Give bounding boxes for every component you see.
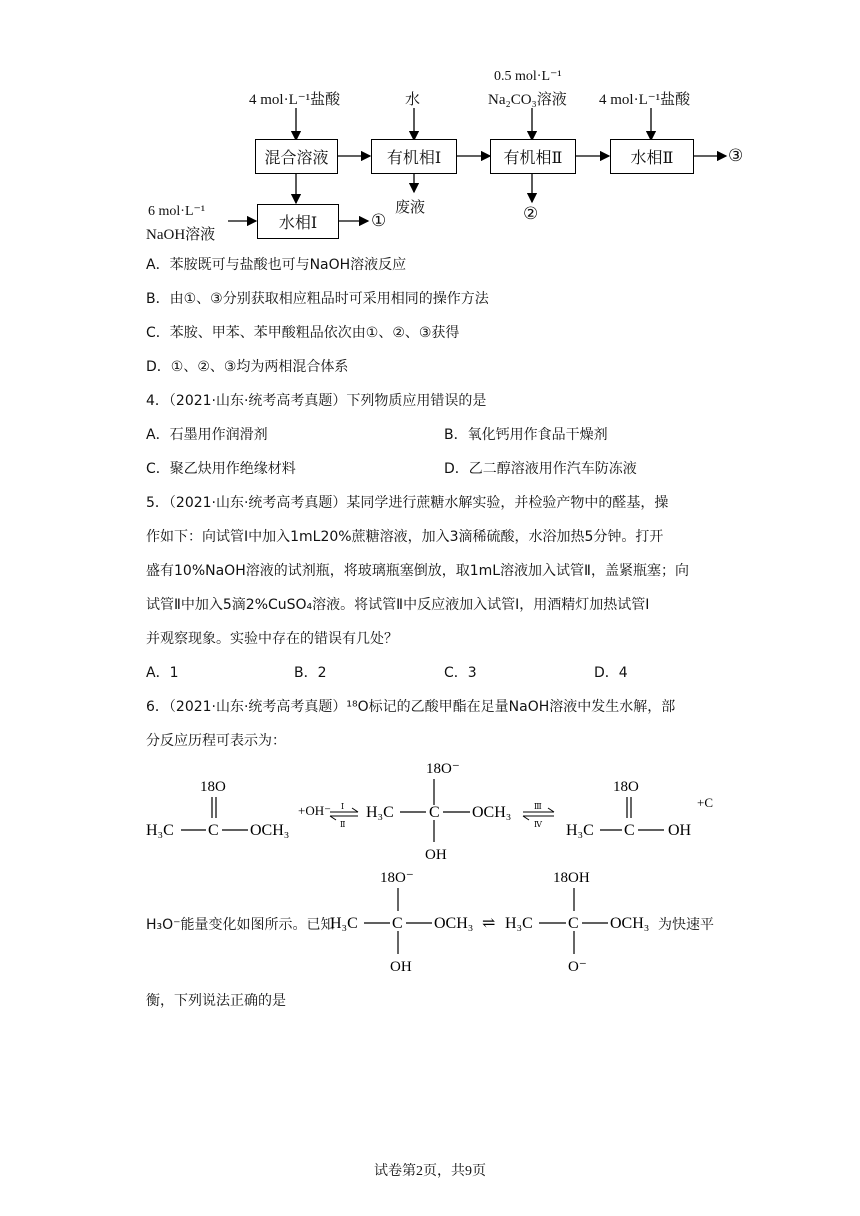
q5-option-a: A．1 xyxy=(146,665,179,681)
q5-line-3: 盛有10%NaOH溶液的试剂瓶，将玻璃瓶塞倒放，取1mL溶液加入试管Ⅱ，盖紧瓶塞；向 xyxy=(146,563,689,579)
q3-option-d: D．①、②、③均为两相混合体系 xyxy=(146,359,349,375)
box-organic-phase-2: 有机相Ⅱ xyxy=(490,139,576,174)
mol1-och3: OCH₃ xyxy=(250,822,290,839)
mol3-c: C xyxy=(624,822,635,839)
box-aqueous-phase-2: 水相Ⅱ xyxy=(610,139,694,174)
q5-option-c: C．3 xyxy=(444,665,477,681)
reagent-water: 水 xyxy=(405,92,421,108)
q3-option-a: A．苯胺既可与盐酸也可与NaOH溶液反应 xyxy=(146,257,407,273)
acetic-acid-structure xyxy=(566,779,692,839)
mol5-o18h: 18OH xyxy=(553,870,590,886)
mol4-o18-minus: 18O⁻ xyxy=(380,870,414,886)
tetrahedral-intermediate-structure xyxy=(366,761,511,863)
reagent-hcl-1: 4 mol·L⁻¹盐酸 xyxy=(249,92,341,108)
mol1-c: C xyxy=(208,822,219,839)
mol4-oh: OH xyxy=(390,959,412,975)
reagent-naoh-conc: 6 mol·L⁻¹ xyxy=(148,204,206,219)
intermediate-b-structure xyxy=(505,870,649,975)
reagent-hcl-2: 4 mol·L⁻¹盐酸 xyxy=(599,92,691,108)
q3-option-b: B．由①、③分别获取相应粗品时可采用相同的操作方法 xyxy=(146,291,489,307)
fast-equilibrium-text: 为快速平 xyxy=(658,917,714,933)
arrow2-label-bot: Ⅳ xyxy=(534,820,542,829)
q4-option-c: C．聚乙炔用作绝缘材料 xyxy=(146,461,296,477)
q5-option-b: B．2 xyxy=(294,665,327,681)
output-3-label: ③ xyxy=(728,146,744,165)
q5-line-4: 试管Ⅱ中加入5滴2%CuSO₄溶液。将试管Ⅱ中反应液加入试管Ⅰ，用酒精灯加热试管Ⅰ xyxy=(146,597,650,613)
mol1-o18: 18O xyxy=(200,779,226,795)
q5-option-d: D．4 xyxy=(594,665,628,681)
methyl-acetate-structure xyxy=(146,779,289,839)
box-mixed-solution: 混合溶液 xyxy=(255,139,338,174)
mol2-och3: OCH₃ xyxy=(472,804,512,821)
q5-line-5: 并观察现象。实验中存在的错误有几处？ xyxy=(146,631,398,647)
q6-line-2: 分反应历程可表示为： xyxy=(146,733,286,749)
box-organic-phase-1: 有机相Ⅰ xyxy=(371,139,457,174)
output-2-label: ② xyxy=(523,204,539,223)
q6-line-1: 6．（2021·山东·统考高考真题）¹⁸O标记的乙酸甲酯在足量NaOH溶液中发生水解，部 xyxy=(146,699,676,715)
mol3-o18: 18O xyxy=(613,779,639,795)
q6-last-line: 衡，下列说法正确的是 xyxy=(146,993,286,1009)
equilibrium-arrow-2 xyxy=(523,802,554,829)
reaction-scheme xyxy=(0,745,860,875)
mol2-oh: OH xyxy=(425,847,447,863)
arrow2-label-top: Ⅲ xyxy=(534,802,542,811)
mol4-h3c: H₃C xyxy=(330,915,358,932)
flowchart-arrows xyxy=(0,0,860,250)
mol5-h3c: H₃C xyxy=(505,915,533,932)
intermediate-a-structure xyxy=(330,870,473,975)
q3-option-c: C．苯胺、甲苯、苯甲酸粗品依次由①、②、③获得 xyxy=(146,325,460,341)
mol2-o18-minus: 18O⁻ xyxy=(426,761,460,777)
mol3-h3c: H₃C xyxy=(566,822,594,839)
box-aqueous-phase-1: 水相Ⅰ xyxy=(257,204,339,239)
mol2-h3c: H₃C xyxy=(366,804,394,821)
q5-line-1: 5．（2021·山东·统考高考真题）某同学进行蔗糖水解实验，并检验产物中的醛基，操 xyxy=(146,495,669,511)
mol5-och3: OCH₃ xyxy=(610,915,650,932)
reagent-naoh: NaOH溶液 xyxy=(146,227,216,243)
mol5-c: C xyxy=(568,915,579,932)
arrow1-label-bot: Ⅱ xyxy=(340,820,346,829)
q4-stem: 4．（2021·山东·统考高考真题）下列物质应用错误的是 xyxy=(146,393,487,409)
mol2-c: C xyxy=(429,804,440,821)
mol3-oh: OH xyxy=(668,822,692,839)
waste-liquid-label: 废液 xyxy=(395,200,426,216)
reagent-na2co3-conc: 0.5 mol·L⁻¹ xyxy=(494,69,562,84)
q4-option-b: B．氧化钙用作食品干燥剂 xyxy=(444,427,608,443)
page-footer: 试卷第2页，共9页 xyxy=(374,1164,486,1179)
h3o-text: H₃O⁻能量变化如图所示。已知 xyxy=(146,917,335,933)
mol4-och3: OCH₃ xyxy=(434,915,474,932)
mol1-h3c: H₃C xyxy=(146,822,174,839)
plus-c: +C xyxy=(697,795,714,810)
q4-option-d: D．乙二醇溶液用作汽车防冻液 xyxy=(444,461,637,477)
output-1-label: ① xyxy=(371,211,387,230)
plus-oh: +OH⁻ xyxy=(298,803,331,818)
equilibrium-arrow-1 xyxy=(330,802,358,829)
q4-option-a: A．石墨用作润滑剂 xyxy=(146,427,268,443)
mol5-o-minus: O⁻ xyxy=(568,959,587,975)
equilibrium-symbol: ⇌ xyxy=(482,915,496,932)
arrow1-label-top: Ⅰ xyxy=(341,802,345,811)
q5-line-2: 作如下：向试管Ⅰ中加入1mL20%蔗糖溶液，加入3滴稀硫酸，水浴加热5分钟。打开 xyxy=(146,529,664,545)
mol4-c: C xyxy=(392,915,403,932)
reagent-na2co3: Na₂CO₃溶液 xyxy=(488,92,567,108)
fast-equilibrium-scheme xyxy=(0,862,860,982)
